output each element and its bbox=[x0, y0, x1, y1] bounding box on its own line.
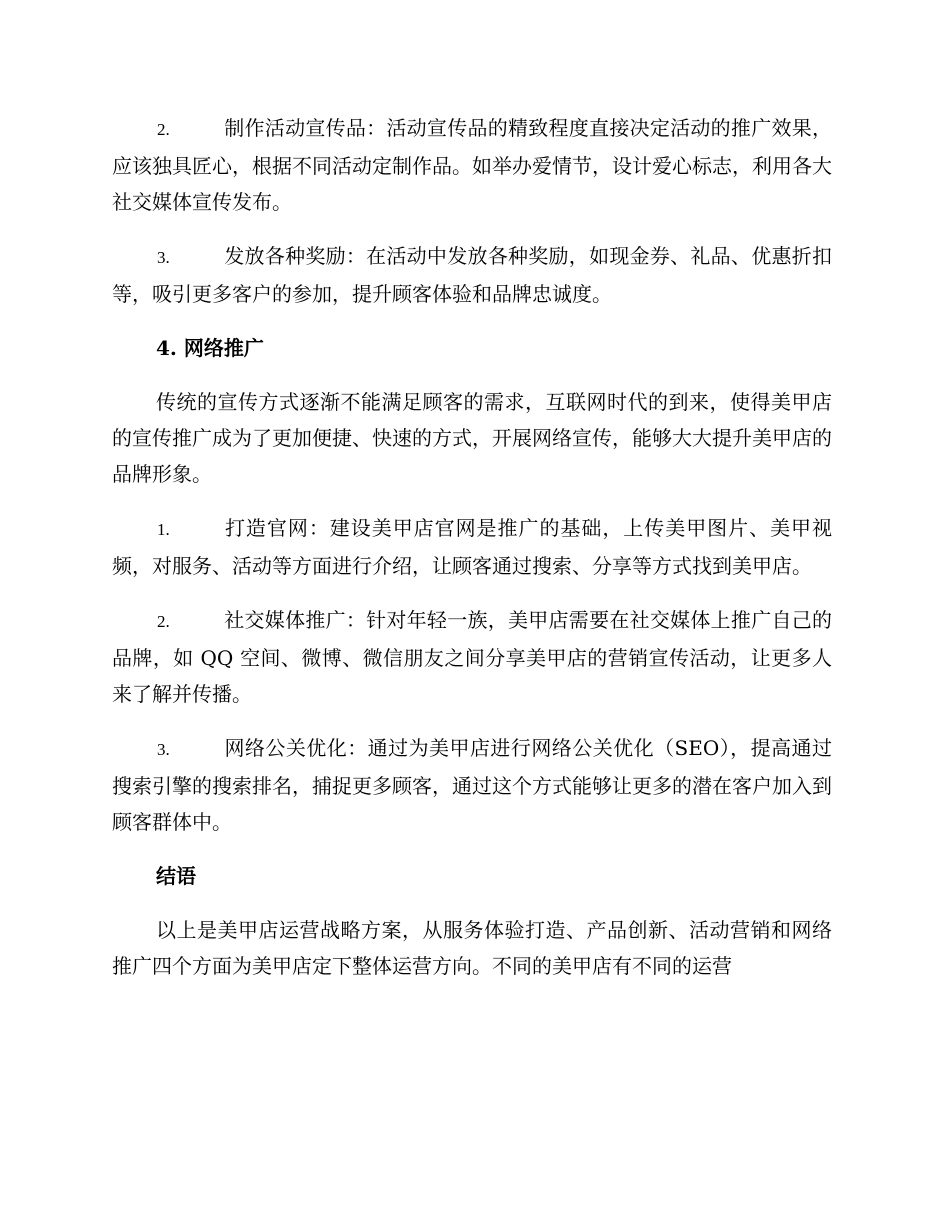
list-item bbox=[112, 110, 832, 220]
list-item bbox=[112, 238, 832, 312]
list-item-text: 制作活动宣传品：活动宣传品的精致程度直接决定活动的推广效果，应该独具匠心，根据不同活动定制作品。如举办爱情节，设计爱心标志，利用各大社交媒体宣传发布。 bbox=[112, 116, 832, 214]
list-item-text: 社交媒体推广：针对年轻一族，美甲店需要在社交媒体上推广自己的品牌，如 QQ 空间、微博、微信朋友之间分享美甲店的营销宣传活动，让更多人来了解并传播。 bbox=[112, 608, 832, 706]
list-item-number: 3. bbox=[157, 248, 170, 267]
section-heading: 结语 bbox=[156, 864, 196, 888]
list-item bbox=[112, 510, 832, 584]
list-item bbox=[112, 602, 832, 712]
paragraph: 以上是美甲店运营战略方案，从服务体验打造、产品创新、活动营销和网络推广四个方面为美甲店定下整体运营方向。不同的美甲店有不同的运营 bbox=[112, 918, 832, 978]
list-item-number: 2. bbox=[157, 612, 170, 631]
list-item-number: 1. bbox=[157, 520, 170, 539]
list-item-number: 2. bbox=[157, 120, 170, 139]
list-item bbox=[112, 730, 832, 840]
list-item-text: 发放各种奖励：在活动中发放各种奖励，如现金券、礼品、优惠折扣等，吸引更多客户的参加，提升顾客体验和品牌忠诚度。 bbox=[112, 244, 832, 306]
section-heading: 4. 网络推广 bbox=[156, 336, 264, 360]
list-item-text: 打造官网：建设美甲店官网是推广的基础，上传美甲图片、美甲视频，对服务、活动等方面进行介绍，让顾客通过搜索、分享等方式找到美甲店。 bbox=[112, 516, 832, 578]
list-item-text: 网络公关优化：通过为美甲店进行网络公关优化（SEO），提高通过搜索引擎的搜索排名，捕捉更多顾客，通过这个方式能够让更多的潜在客户加入到顾客群体中。 bbox=[112, 736, 832, 834]
list-item-number: 3. bbox=[157, 740, 170, 759]
paragraph: 传统的宣传方式逐渐不能满足顾客的需求，互联网时代的到来，使得美甲店的宣传推广成为了更加便捷、快速的方式，开展网络宣传，能够大大提升美甲店的品牌形象。 bbox=[112, 390, 832, 486]
document-body bbox=[112, 110, 832, 1002]
